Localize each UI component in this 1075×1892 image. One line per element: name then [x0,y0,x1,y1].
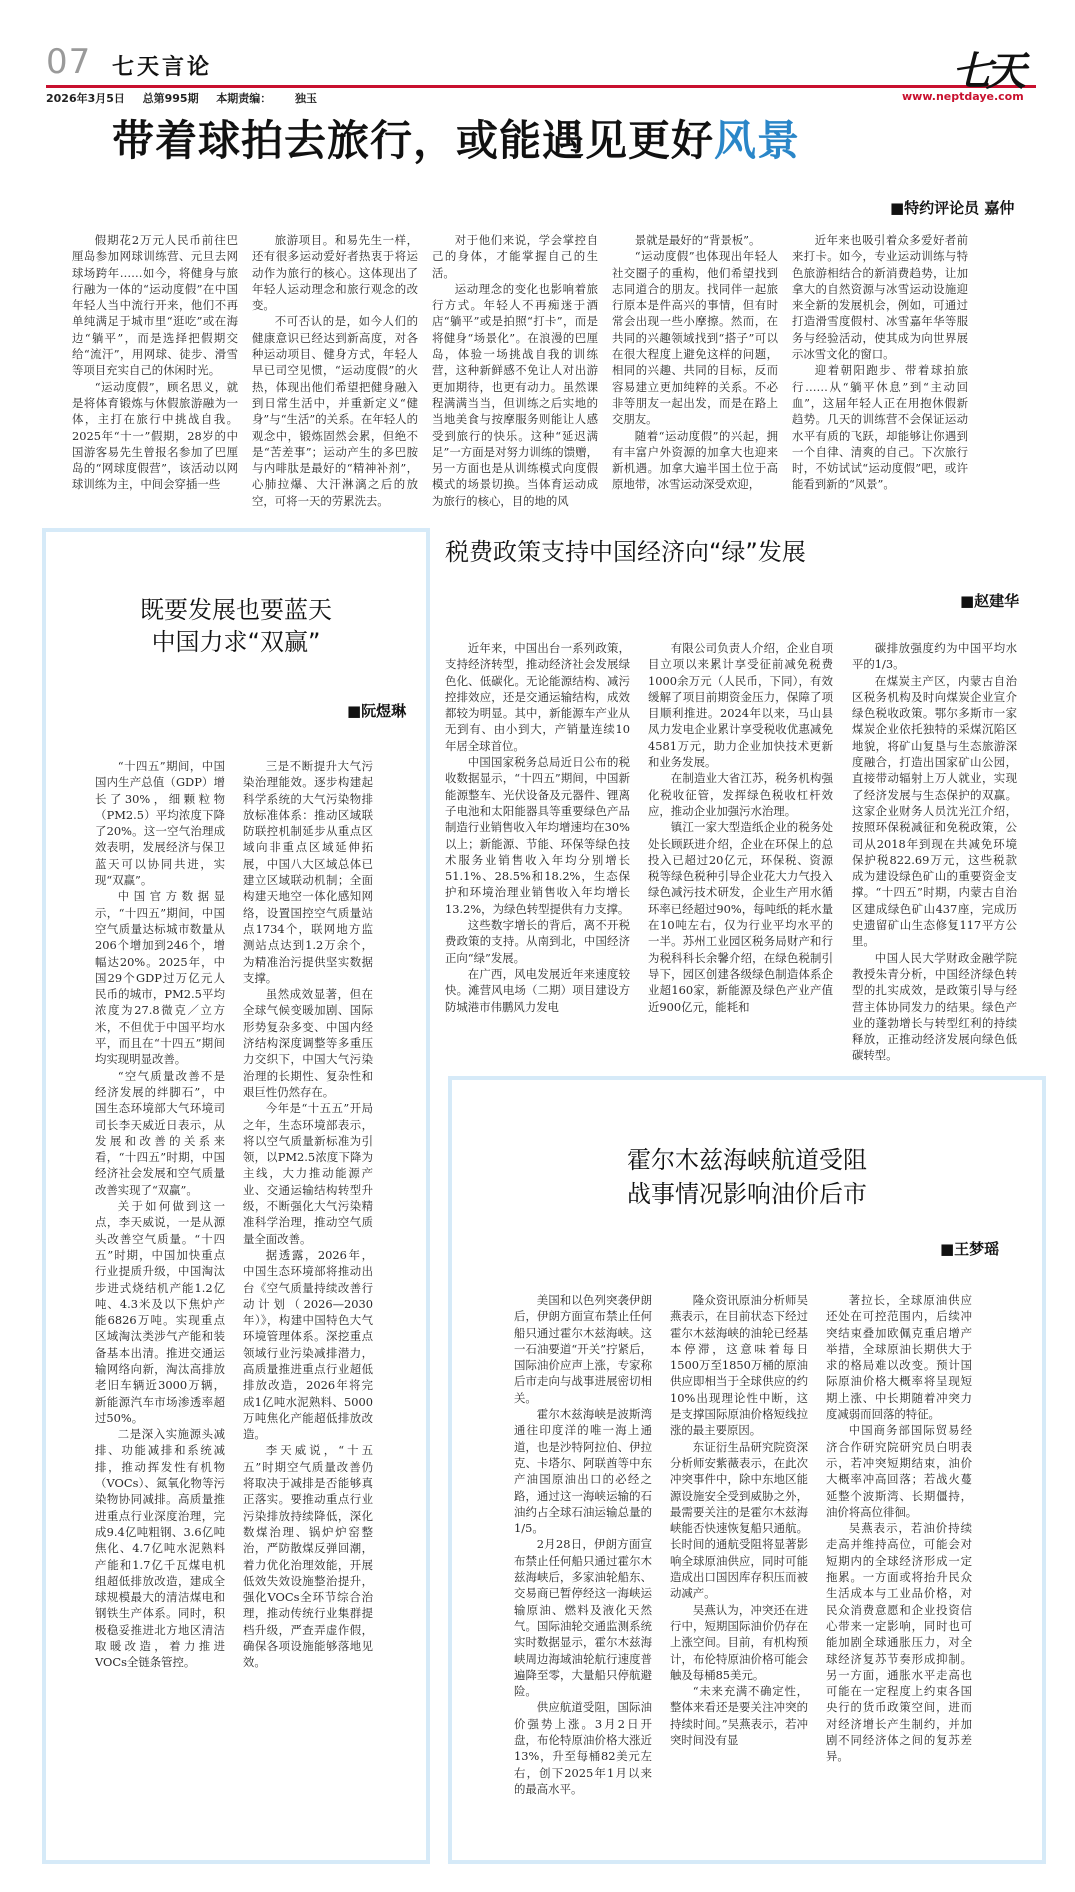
paragraph: 李天威说，“十五五”时期空气质量改善仍将取决于减排是否能够真正落实。要推动重点行业污染排放持续降低，深化数煤治理、锅炉炉窑整治，严防散煤反弹回潮，着力优化治理效能，开展低效失效设施整治提升，强化VOCs全环节综合治理，推动传统行业集群提档升级，严查弄虚作假，确保各项设施能够落地见效。 [243,1443,373,1670]
paragraph: 运动理念的变化也影响着旅行方式。年轻人不再痴迷于酒店“躺平”或是拍照“打卡”，而是将健身“场景化”。在浪漫的巴厘岛，体验一场挑战自我的训练营，这种新鲜感不免让人对出游更加期待，也更有动力。虽然课程满满当当，但训练之后实地的当地美食与按摩服务则能让人感受到旅行的快乐。这种“延迟满足”一方面是对努力训练的馈赠，另一方面也是从训练模式向度假模式的场景切换。当体育运动成为旅行的核心，目的地的风 [432,281,598,508]
paragraph: 据透露，2026年，中国生态环境部将推动出台《空气质量持续改善行动计划（2026—2030年）》，构建中国特色大气环境管理体系。深挖重点领域行业污染减排潜力，高质量推进重点行业超低排放改造，2026年将完成1亿吨水泥熟料、5000万吨焦化产能超低排放改造。 [243,1247,373,1442]
paragraph: 美国和以色列突袭伊朗后，伊朗方面宣布禁止任何船只通过霍尔木兹海峡。这一石油要道“开关”拧紧后，国际油价应声上涨，专家称后市走向与战事进展密切相关。 [514,1293,652,1405]
paragraph: 在广西，风电发展近年来速度较快。滩营风电场（二期）项目建设方防城港市伟鹏风力发电 [445,966,630,1014]
issue-number: 总第995期 [142,92,199,105]
paragraph: “运动度假”也体现出年轻人社交圈子的重构，他们希望找到志同道合的朋友。找同伴一起旅行原本是件高兴的事情，但有时常会出现一些小摩擦。然而，在共同的兴趣领域找到“搭子”可以在很大程度上避免这样的问题，相同的兴趣、共同的目标，反而容易建立更加纯粹的关系。不必非等朋友一起出发，而是在路上交朋友。 [612,249,778,427]
editor-label: 本期责编： [216,92,272,105]
article1-col2 [252,232,418,527]
paragraph: 不可否认的是，如今人们的健康意识已经达到新高度，对各种运动项目、健身方式，年轻人早已司空见惯，“运动度假”的火热，体现出他们希望把健身融入到日常生活中，并重新定义“健身”与“生活”的关系。在年轻人的观念中，锻炼固然会累，但绝不是“苦差事”；运动产生的多巴胺与内啡肽是最好的“精神补剂”，心肺拉爆、大汗淋漓之后的放空，可将一天的劳累洗去。 [252,314,418,508]
paragraph: 随着“运动度假”的兴起，拥有丰富户外资源的加拿大也迎来新机遇。加拿大遍半国土位于高原地带，冰雪运动深受欢迎， [612,428,778,492]
website-url: www.neptdaye.com [902,90,1024,103]
paragraph: 有限公司负责人介绍，企业自项目立项以来累计享受征前减免税费1000余万元（人民币，下同），有效缓解了项目前期资金压力，保障了项目顺利推进。2024年以来，马山县凤力发电企业累计享受税收优惠减免4581万元，助力企业加快技术更新和业务发展。 [648,641,833,770]
paragraph: 镇江一家大型造纸企业的税务处处长顾跃进介绍，企业在环保上的总投入已超过20亿元，环保税、资源税等绿色税种引导企业花大力气投入绿色减污技术研发，企业生产用水循环率已经超过90%，每吨纸的耗水量在10吨左右，仅为行业平均水平的一半。苏州工业园区税务局财产和行为税科科长余馨介绍，在绿色税制引导下，园区创建各级绿色制造体系企业超160家，新能源及绿色产业产值近900亿元，能耗和 [648,820,833,1014]
section-title: 七天言论 [112,55,213,80]
article3-title: 税费政策支持中国经济向“绿”发展 [445,538,806,566]
paragraph: “未来充满不确定性，整体来看还是要关注冲突的持续时间。”吴燕表示，若冲突时间没有显 [670,1684,808,1748]
paragraph: 供应航道受阻，国际油价强势上涨。3月2日开盘，布伦特原油价格大涨近13%，升至每桶82美元左右，创下2025年1月以来的最高水平。 [514,1700,652,1796]
article1-col3 [432,232,598,527]
article1-col4 [612,232,778,527]
article4-title-line1: 霍尔木兹海峡航道受阻 [627,1146,867,1174]
article4-col1 [514,1292,652,1848]
paragraph: 近年来也吸引着众多爱好者前来打卡。如今，专业运动训练与特色旅游相结合的新消费趋势，让加拿大的自然资源与冰雪运动设施迎来全新的发展机会，例如，可通过打造滑雪度假村、冰雪嘉年华等服务与经验活动，使其成为向世界展示冰雪文化的窗口。 [792,233,968,362]
paragraph: 这些数字增长的背后，离不开税费政策的支持。从南到北，中国经济正向“绿”发展。 [445,918,630,965]
paragraph: “空气质量改善不是经济发展的绊脚石”，中国生态环境部大气环境司司长李天威近日表示，从发展和改善的关系来看，“十四五”时期，中国经济社会发展和空气质量改善实现了“双赢”。 [95,1068,225,1197]
paragraph: 著拉长，全球原油供应还处在可控范围内，后续冲突结束叠加欧佩克重启增产举措，全球原油长期供大于求的格局难以改变。预计国际原油价格大概率将呈现短期上涨、中长期随着冲突力度减弱而回落的特征。 [826,1293,972,1422]
headline [112,108,1012,168]
paragraph: 关于如何做到这一点，李天威说，一是从源头改善空气质量。“十四五”时期，中国加快重点行业提质升级，中国淘汰步进式烧结机产能1.2亿吨、4.3米及以下焦炉产能6826万吨。实现重点区域淘汰类涉气产能和装备基本出清。推进交通运输网络向新，淘汰高排放老旧车辆近3000万辆，新能源汽车市场渗透率超过50%。 [95,1199,225,1425]
paragraph: 假期花2万元人民币前往巴厘岛参加网球训练营、元旦去网球场跨年……如今，将健身与旅行融为一体的“运动度假”在中国年轻人当中流行开来，他们不再单纯满足于城市里“逛吃”或在海边“躺平”，而是选择把假期交给“流汗”，用网球、徒步、滑雪等项目充实自己的休闲时光。 [72,233,238,378]
paragraph: 吴燕认为，冲突还在进行中，短期国际油价仍存在上涨空间。目前，有机构预计，布伦特原油价格可能会触及每桶85美元。 [670,1602,808,1682]
article3-col2 [648,640,833,1025]
paragraph: 东证衍生品研究院资深分析师安紫薇表示，在此次冲突事件中，除中东地区能源设施安全受到威胁之外，最需要关注的是霍尔木兹海峡能否快速恢复船只通航。长时间的通航受阻将显著影响全球原油供应，同时可能造成出口国因库存积压而被动减产。 [670,1439,808,1601]
article2-byline: ■阮煜琳 [347,702,407,720]
page-number: 07 [46,42,92,82]
paragraph: 隆众资讯原油分析师吴燕表示，在目前状态下经过霍尔木兹海峡的油轮已经基本停滞，这意味着每日1500万至1850万桶的原油供应即相当于全球供应的约10%出现理论性中断，这是支撑国际原油价格短线拉涨的最主要原因。 [670,1293,808,1438]
article4-col3 [826,1292,972,1848]
editor-name: 独玉 [294,92,317,105]
paragraph: 三是不断提升大气污染治理能效。逐步构建起科学系统的大气污染物排放标准体系：推动区域联防联控机制延步从重点区域向非重点区域延伸拓展，中国八大区域总体已建立区域联动机制；全面构建天地空一体化感知网络，设置国控空气质量站点1734个，联网地方监测站点达到1.2万余个，为精准治污提供坚实数据支撑。 [243,759,373,985]
brand-logo: 七天 [952,48,1020,95]
article2-col1 [95,758,225,1848]
paragraph: 中国官方数据显示，“十四五”期间，中国空气质量达标城市数量从206个增加到246个，增幅达20%。2025年，中国29个GDP过万亿元人民币的城市，PM2.5平均浓度为27.8微克／立方米，不但优于中国平均水平，而且在“十四五”期间均实现明显改善。 [95,889,225,1067]
paragraph: 今年是“十五五”开局之年，生态环境部表示，将以空气质量新标准为引领，以PM2.5浓度下降为主线，大力推动能源产业、交通运输结构转型升级，不断强化大气污染精准科学治理，推动空气质量全面改善。 [243,1101,373,1246]
article3-col1 [445,640,630,1025]
header-info-bar [46,90,317,106]
paragraph: 霍尔木兹海峡是波斯湾通往印度洋的唯一海上通道，也是沙特阿拉伯、伊拉克、卡塔尔、阿联酋等中东产油国原油出口的必经之路，通过这一海峡运输的石油约占全球石油运输总量的1/5。 [514,1407,652,1536]
paragraph: 景就是最好的“背景板”。 [634,233,761,247]
paragraph: 中国人民大学财政金融学院教授朱青分析，中国经济绿色转型的扎实成效，是政策引导与经营主体协同发力的结果。绿色产业的蓬勃增长与转型红利的持续释放，正推动经济发展向绿色低碳转型。 [852,950,1017,1063]
article2-title-line1: 既要发展也要蓝天 [140,596,332,624]
paragraph: 近年来，中国出台一系列政策，支持经济转型，推动经济社会发展绿色化、低碳化。无论能源结构、减污控排效应，还是交通运输结构，成效都较为明显。其中，新能源车产业从无到有、由小到大，产销量连续10年居全球首位。 [445,641,630,753]
issue-date: 2026年3月5日 [46,92,125,105]
headline-main: 带着球拍去旅行，或能遇见更好 [112,116,715,165]
article4-title-line2: 战事情况影响油价后市 [627,1180,867,1208]
paragraph: “运动度假”，顾名思义，就是将体育锻炼与休假旅游融为一体，主打在旅行中挑战自我。2025年“十一”假期，28岁的中国游客易先生曾报名参加了巴厘岛的“网球度假营”，该活动以网球训练为主，中间会穿插一些 [72,379,238,492]
paragraph: 碳排放强度约为中国平均水平的1/3。 [852,641,1017,672]
headline-highlight: 风景 [714,116,801,165]
paragraph: 二是深入实施源头减排、功能减排和系统减排，推动挥发性有机物（VOCs）、氮氧化物等污染物协同减排。高质量推进重点行业深度治理，完成9.4亿吨粗钢、3.6亿吨焦化、4.7亿吨水泥熟料产能和1.7亿千瓦煤电机组超低排放改造，建成全球规模最大的清洁煤电和钢铁生产体系。同时，积极稳妥推进北方地区清洁取暖改造，着力推进VOCs全链条管控。 [95,1427,225,1670]
headline-byline: ■特约评论员 嘉仲 [890,199,1015,217]
paragraph: “十四五”期间，中国国内生产总值（GDP）增长了30%，细颗粒物（PM2.5）平均浓度下降了20%。这一空气治理成效表明，发展经济与保卫蓝天可以协同共进，实现“双赢”。 [95,759,225,888]
red-underline [46,85,1036,88]
paragraph: 虽然成效显著，但在全球气候变暖加剧、国际形势复杂多变、中国内经济结构深度调整等多重压力交织下，中国大气污染治理的长期性、复杂性和艰巨性仍然存在。 [243,987,373,1099]
paragraph: 吴燕表示，若油价持续走高并维持高位，可能会对短期内的全球经济形成一定拖累。一方面或将抬升民众生活成本与工业品价格，对民众消费意愿和企业投资信心带来一定影响，同时也可能加剧全球通胀压力，对全球经济复苏节奏形成抑制。另一方面，通胀水平走高也可能在一定程度上约束各国央行的货币政策空间，进而对经济增长产生制约，并加剧不同经济体之间的复苏差异。 [826,1521,972,1764]
article4-byline: ■王梦瑶 [940,1240,1000,1258]
article2-col2 [243,758,373,1848]
paragraph: 中国国家税务总局近日公布的税收数据显示，“十四五”期间，中国新能源整车、光伏设备及元器件、锂离子电池和太阳能器具等重要绿色产品制造行业销售收入年均增速均在30%以上；新能源、节能、环保等绿色技术服务业销售收入年均分别增长51.1%、28.5%和18.2%，生态保护和环境治理业销售收入年均增长13.2%，为绿色转型提供有力支撑。 [445,755,630,916]
paragraph: 在煤炭主产区，内蒙古自治区税务机构及时向煤炭企业宣介绿色税收政策。鄂尔多斯市一家煤炭企业依托独特的采煤沉陷区地貌，将矿山复垦与生态旅游深度融合，打造出国家矿山公园，直接带动辐射上万人就业，实现了经济发展与生态保护的双赢。这家企业财务人员沈光江介绍，按照环保税减征和免税政策，公司从2018年到现在共减免环境保护税822.69万元，这些税款成为建设绿色矿山的重要资金支撑。“十四五”时期，内蒙古自治区建成绿色矿山437座，完成历史遗留矿山生态修复117平方公里。 [852,673,1017,949]
paragraph: 中国商务部国际贸易经济合作研究院研究员白明表示，若冲突短期结束，油价大概率冲高回落；若战火蔓延整个波斯湾、长期僵持，油价将高位徘徊。 [826,1423,972,1519]
page-header [0,0,1075,105]
paragraph: 迎着朝阳跑步、带着球拍旅行……从“躺平休息”到“主动回血”，这届年轻人正在用抱休假新趋势。几天的训练营不会保证运动水平有质的飞跃，却能够让你遇到一个自律、清爽的自己。下次旅行时，不妨试试“运动度假”吧，或许能看到新的“风景”。 [792,363,968,492]
paragraph: 在制造业大省江苏，税务机构强化税收征管，发挥绿色税收杠杆效应，推动企业加强污水治理。 [648,771,833,818]
article1-col5 [792,232,968,527]
article2-title-line2: 中国力求“双赢” [151,628,321,656]
article4-col2 [670,1292,808,1848]
article3-byline: ■赵建华 [960,592,1020,610]
article3-col3 [852,640,1017,1063]
paragraph: 旅游项目。和易先生一样，还有很多运动爱好者热衷于将运动作为旅行的核心。这体现出了年轻人运动理念和旅行观念的改变。 [252,233,418,313]
paragraph: 2月28日，伊朗方面宣布禁止任何船只通过霍尔木兹海峡后，多家油轮船东、交易商已暂停经这一海峡运输原油、燃料及液化天然气。国际油轮交通监测系统实时数据显示，霍尔木兹海峡周边海域油轮航行速度普遍降至零，大量船只停航避险。 [514,1537,652,1699]
article1-col1 [72,232,238,527]
paragraph: 对于他们来说，学会掌控自己的身体，才能掌握自己的生活。 [432,233,598,280]
